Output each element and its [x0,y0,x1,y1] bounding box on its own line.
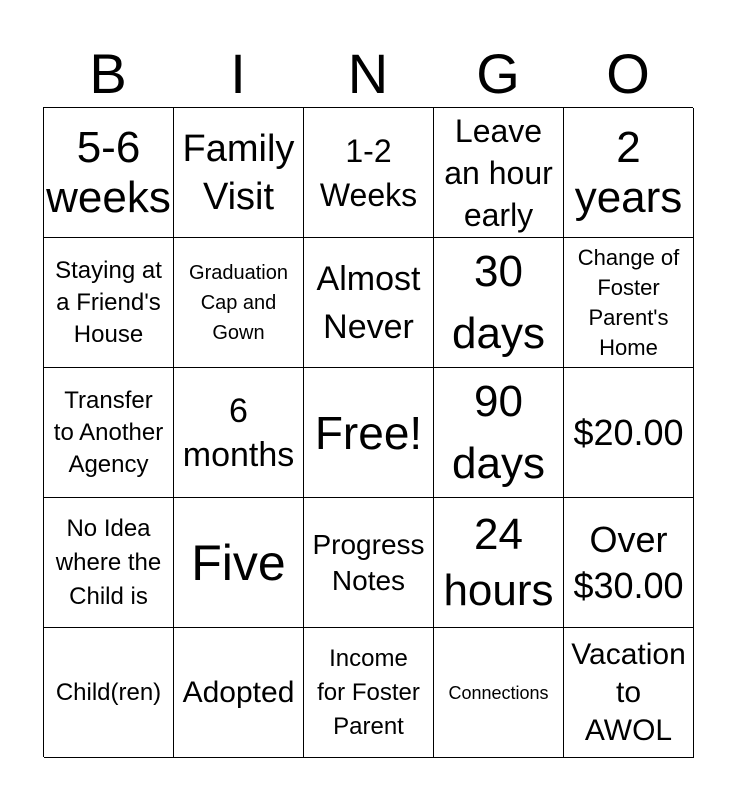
bingo-cell-r5c3[interactable] [304,628,434,758]
cell-label: Income for Foster Parent [317,644,420,740]
bingo-cell-r5c4[interactable] [434,628,564,758]
cell-label: 6 months [182,391,295,474]
cell-label: 5-6 weeks [46,122,171,222]
cell-label: Leave an hour early [444,112,553,233]
cell-label: Graduation Cap and Gown [189,261,288,344]
bingo-cell-r3c3[interactable] [304,368,434,498]
cell-label: Child(ren) [55,678,162,706]
free-space-label: Free! [314,406,423,459]
cell-label: $20.00 [573,411,684,453]
header-letter-n: N [347,42,389,105]
cell-label: Transfer to Another Agency [53,386,164,478]
cell-label: 30 days [452,246,545,358]
cell-label: Five [191,534,286,591]
bingo-cell-r5c2[interactable] [174,628,304,758]
bingo-cell-r1c1[interactable] [44,108,174,238]
cell-label: Connections [448,682,549,703]
bingo-cell-r2c3[interactable] [304,238,434,368]
cell-label: 90 days [452,376,545,488]
bingo-cell-r3c4[interactable] [434,368,564,498]
cell-label: 24 hours [443,509,554,615]
cell-label: Almost Never [316,259,421,346]
cell-label: Progress Notes [312,528,425,596]
bingo-cell-r5c5[interactable] [564,628,694,758]
cell-label: Over $30.00 [573,518,684,606]
bingo-cell-r2c2[interactable] [174,238,304,368]
header-letter-i: I [230,42,246,105]
cell-label: 1-2 Weeks [319,132,418,213]
bingo-cell-r4c5[interactable] [564,498,694,628]
bingo-cell-r4c2[interactable] [174,498,304,628]
bingo-header [43,40,693,108]
cell-label: Adopted [182,675,295,709]
bingo-cell-r2c4[interactable] [434,238,564,368]
bingo-cell-r2c1[interactable] [44,238,174,368]
cell-label: Staying at a Friend's House [55,256,162,348]
bingo-cell-r5c1[interactable] [44,628,174,758]
cell-label: Vacation to AWOL [571,637,686,747]
bingo-cell-r1c5[interactable] [564,108,694,238]
bingo-cell-r1c2[interactable] [174,108,304,238]
bingo-cell-r1c4[interactable] [434,108,564,238]
header-letter-b: B [89,42,127,105]
cell-label: Family Visit [182,127,295,218]
bingo-cell-r4c1[interactable] [44,498,174,628]
cell-label: Change of Foster Parent's Home [577,244,680,360]
bingo-board [43,107,693,757]
bingo-cell-r3c2[interactable] [174,368,304,498]
bingo-cell-r2c5[interactable] [564,238,694,368]
header-letter-g: G [476,42,520,105]
bingo-cell-r4c3[interactable] [304,498,434,628]
bingo-cell-r1c3[interactable] [304,108,434,238]
bingo-cell-r4c4[interactable] [434,498,564,628]
cell-label: 2 years [574,122,683,222]
cell-label: No Idea where the Child is [55,514,162,610]
header-letter-o: O [606,42,650,105]
bingo-cell-r3c5[interactable] [564,368,694,498]
bingo-cell-r3c1[interactable] [44,368,174,498]
